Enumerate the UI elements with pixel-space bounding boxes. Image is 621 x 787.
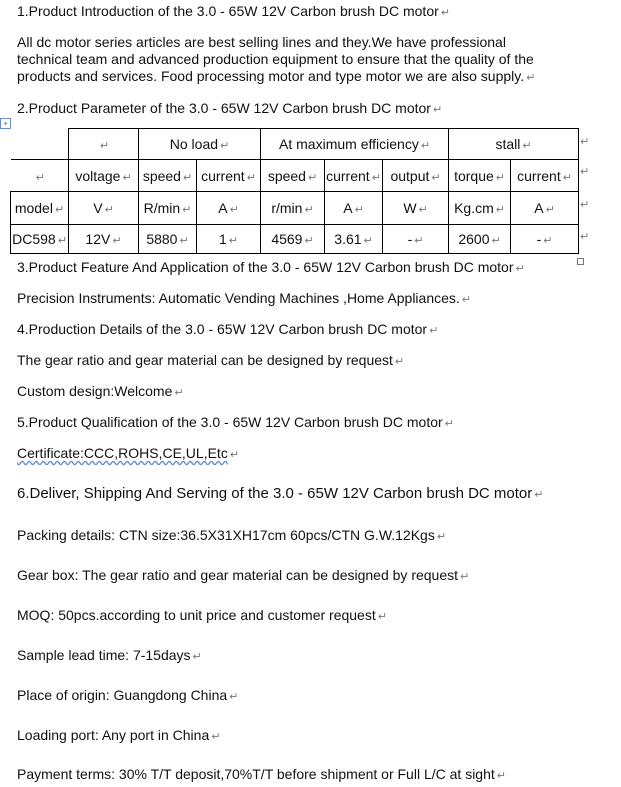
payment-text-content: Payment terms: 30% T/T deposit,70%T/T before shipment or Full L/C at sight [17, 766, 495, 782]
cell-text: Kg.cm [454, 200, 494, 216]
loading-port-text [17, 726, 220, 746]
cell-mark: ↵ [229, 204, 239, 216]
table-resize-handle-icon[interactable] [577, 258, 584, 265]
paragraph-mark: ↵ [534, 489, 544, 501]
gearbox-text-content: Gear box: The gear ratio and gear material can be designed by request [17, 567, 459, 583]
table-cell-empty [11, 160, 69, 192]
intro-line: technical team and advanced production equipment to ensure that the quality of the [17, 51, 534, 67]
table-cell [139, 192, 197, 225]
cell-text: output [390, 167, 430, 184]
paragraph-mark: ↵ [429, 325, 439, 337]
table-cell [511, 225, 579, 254]
table-cell [261, 192, 325, 225]
heading-text: 2.Product Parameter of the 3.0 - 65W 12V Carbon brush DC motor [17, 100, 431, 116]
cell-mark: ↵ [304, 204, 314, 216]
table-cell [69, 160, 139, 192]
paragraph-mark: ↵ [460, 571, 470, 583]
table-cell [11, 225, 69, 254]
cell-mark: ↵ [420, 140, 431, 152]
paragraph-mark: ↵ [432, 104, 443, 116]
paragraph-mark: ↵ [526, 72, 536, 84]
moq-text-content: MOQ: 50pcs.according to unit price and customer request [17, 607, 376, 623]
place-of-origin-text [17, 686, 238, 706]
header-max-efficiency [261, 129, 449, 160]
header-text: stall [495, 136, 521, 152]
cell-mark: ↵ [182, 204, 192, 216]
cell-text: R/min [143, 200, 181, 216]
cell-text: V [93, 200, 103, 216]
origin-text-content: Place of origin: Guangdong China [17, 687, 228, 703]
custom-text-content: Custom design:Welcome [17, 383, 173, 399]
cell-mark: ↵ [371, 171, 381, 184]
cell-mark: ↵ [182, 171, 193, 184]
paragraph-mark: ↵ [174, 387, 184, 399]
heading-text: 6.Deliver, Shipping And Serving of the 3.0 - 65W 12V Carbon brush DC motor [17, 485, 533, 502]
packing-details-text [17, 526, 446, 546]
table-cell [11, 192, 69, 225]
cell-text: model [14, 200, 53, 216]
table-cell [511, 192, 579, 225]
table-cell [139, 225, 197, 254]
cell-text: A [218, 200, 228, 216]
cell-mark: ↵ [104, 204, 114, 216]
paragraph-mark: ↵ [444, 418, 454, 430]
cell-text: 2600 [458, 231, 490, 247]
feature-text [17, 289, 471, 309]
cell-mark: ↵ [363, 235, 373, 247]
certificate-text-content: Certificate:CCC,ROHS,CE,UL,Etc [17, 445, 228, 461]
paragraph-mark: ↵ [229, 449, 240, 461]
table-cell-empty [11, 129, 69, 160]
payment-terms-text [17, 765, 506, 785]
cell-text: DC598 [12, 231, 56, 247]
paragraph-mark: ↵ [229, 691, 239, 703]
sample-text-content: Sample lead time: 7-15days [17, 647, 191, 663]
table-cell [197, 225, 261, 254]
paragraph-mark: ↵ [377, 611, 387, 623]
cell-text: current [201, 167, 245, 184]
cell-text: speed [267, 167, 306, 184]
cell-mark: ↵ [57, 235, 67, 247]
table-cell [261, 160, 325, 192]
cell-mark: ↵ [307, 171, 318, 184]
table-cell [449, 225, 511, 254]
cell-mark: ↵ [54, 204, 65, 216]
intro-line [17, 68, 577, 87]
section-heading-parameter [17, 99, 442, 119]
cell-text: 12V [85, 231, 111, 247]
table-cell [383, 225, 449, 254]
section-heading-qualification [17, 413, 454, 433]
table-cell [383, 192, 449, 225]
section-heading-details [17, 320, 438, 340]
cell-mark: ↵ [431, 171, 441, 184]
intro-paragraph [17, 34, 577, 87]
header-stall [449, 129, 579, 160]
paragraph-mark: ↵ [496, 770, 506, 782]
cell-mark: ↵ [491, 235, 501, 247]
table-cell [325, 225, 383, 254]
cell-text: r/min [271, 200, 303, 216]
cell-text: speed [142, 167, 181, 184]
cell-text: voltage [75, 167, 121, 184]
cell-mark: ↵ [179, 235, 189, 247]
table-cell [69, 192, 139, 225]
packing-text-content: Packing details: CTN size:36.5X31XH17cm 60pcs/CTN G.W.12Kgs [17, 527, 435, 543]
table-cell [449, 160, 511, 192]
cell-mark: ↵ [220, 140, 230, 152]
details-text [17, 351, 404, 371]
gear-box-text [17, 566, 469, 586]
cell-mark: ↵ [246, 171, 256, 184]
section-heading-feature [17, 258, 525, 278]
table-row [11, 192, 579, 225]
heading-text: 4.Production Details of the 3.0 - 65W 12V Carbon brush DC motor [17, 321, 428, 337]
cell-mark: ↵ [112, 235, 122, 247]
paragraph-mark: ↵ [192, 651, 202, 663]
table-cell [69, 225, 139, 254]
table-move-handle-icon[interactable]: + [0, 118, 11, 129]
section-heading-introduction [17, 2, 450, 22]
paragraph-mark: ↵ [440, 7, 450, 19]
heading-text: 3.Product Feature And Application of the 3.0 - 65W 12V Carbon brush DC motor [17, 259, 514, 275]
cell-mark: ↵ [122, 171, 132, 184]
details-text-content: The gear ratio and gear material can be designed by request [17, 352, 393, 368]
cell-mark: ↵ [495, 171, 505, 184]
table-cell [139, 160, 197, 192]
cell-text: 5880 [146, 231, 178, 247]
row-end-mark: ↵ [580, 199, 590, 211]
cell-text: current [517, 167, 561, 184]
table-row [11, 129, 579, 160]
heading-text: 1.Product Introduction of the 3.0 - 65W 12V Carbon brush DC motor [17, 3, 439, 19]
table-cell [197, 160, 261, 192]
table-cell [511, 160, 579, 192]
cell-mark: ↵ [562, 171, 572, 184]
intro-line: All dc motor series articles are best selling lines and they.We have professional [17, 34, 506, 50]
table-row [11, 160, 579, 192]
cell-mark: ↵ [354, 204, 364, 216]
table-cell [383, 160, 449, 192]
cell-mark: ↵ [228, 235, 239, 247]
paragraph-mark: ↵ [515, 263, 525, 275]
row-end-mark: ↵ [580, 136, 590, 148]
paragraph-mark: ↵ [461, 294, 472, 306]
row-end-mark: ↵ [580, 166, 590, 178]
table-row [11, 225, 579, 254]
table-cell [325, 192, 383, 225]
cell-text: - [407, 231, 413, 247]
heading-text: 5.Product Qualification of the 3.0 - 65W 12V Carbon brush DC motor [17, 414, 443, 430]
table-cell-empty [69, 129, 139, 160]
cell-text: - [536, 231, 542, 247]
cell-mark: ↵ [545, 204, 555, 216]
parameter-table [10, 128, 579, 254]
header-no-load [139, 129, 261, 160]
cell-text: A [343, 200, 353, 216]
section-heading-delivery [17, 485, 544, 504]
cell-text: torque [454, 167, 494, 184]
cell-mark: ↵ [414, 235, 424, 247]
row-end-mark: ↵ [580, 231, 590, 243]
paragraph-mark: ↵ [436, 531, 447, 543]
table-cell [325, 160, 383, 192]
sample-lead-time-text [17, 646, 202, 666]
cell-text: 3.61 [334, 231, 362, 247]
cell-mark: ↵ [522, 140, 532, 152]
paragraph-mark: ↵ [211, 731, 221, 743]
port-text-content: Loading port: Any port in China [17, 727, 210, 743]
table-cell [449, 192, 511, 225]
cell-mark: ↵ [543, 235, 553, 247]
intro-line-text: products and services. Food processing motor and type motor we are also supply. [17, 68, 525, 84]
cell-text: 1 [219, 231, 227, 247]
cell-mark: ↵ [35, 171, 45, 184]
moq-text [17, 606, 387, 626]
paragraph-mark: ↵ [394, 356, 405, 368]
table-cell [261, 225, 325, 254]
cell-mark: ↵ [418, 204, 428, 216]
cell-text: W [403, 200, 417, 216]
header-text: At maximum efficiency [279, 136, 419, 152]
cell-mark: ↵ [495, 204, 505, 216]
table-cell [197, 192, 261, 225]
certificate-text [17, 444, 239, 464]
cell-text: A [534, 200, 544, 216]
header-text: No load [169, 136, 219, 152]
cell-mark: ↵ [304, 235, 314, 247]
cell-mark: ↵ [99, 140, 110, 152]
feature-text-content: Precision Instruments: Automatic Vending Machines ,Home Appliances. [17, 290, 460, 306]
cell-text: 4569 [271, 231, 303, 247]
custom-design-text [17, 382, 184, 402]
cell-text: current [326, 167, 370, 184]
